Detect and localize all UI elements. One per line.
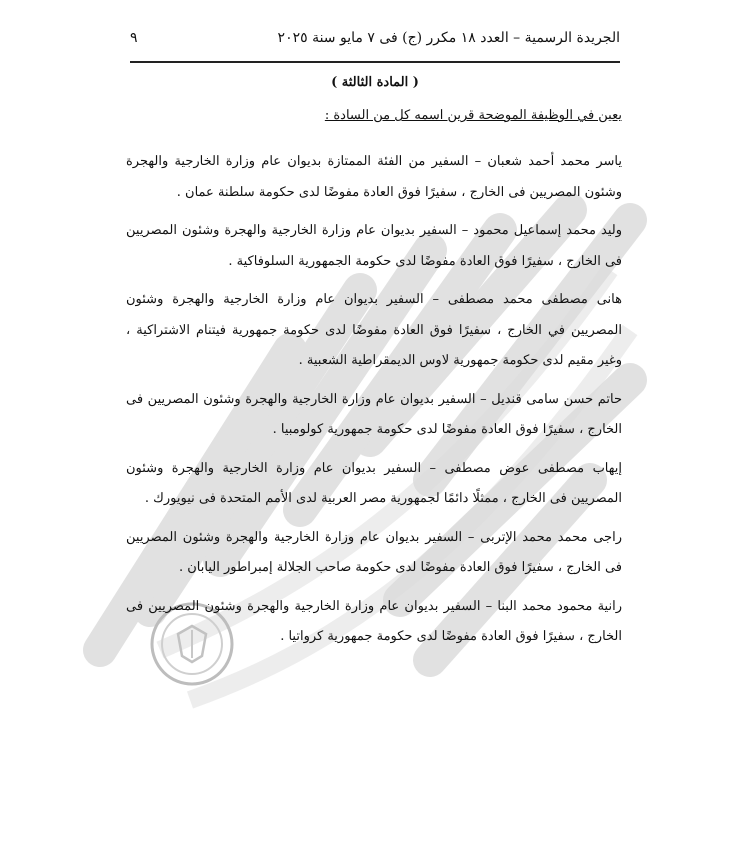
- page-header: [130, 30, 620, 54]
- appointment-entry: حاتم حسن سامى قنديل – السفير بديوان عام وزارة الخارجية والهجرة وشئون المصريين فى الخارج ، سفيرًا فوق العادة مفوضًا لدى حكومة جمهورية كولومبيا .: [126, 391, 622, 437]
- article-title: ( المادة الثالثة ): [331, 75, 419, 90]
- header-divider: [130, 61, 620, 63]
- appointments-list: [126, 147, 622, 661]
- appointment-entry: إيهاب مصطفى عوض مصطفى – السفير بديوان عام وزارة الخارجية والهجرة وشئون المصريين فى الخارج ، ممثلًا دائمًا لجمهورية مصر العربية لدى الأمم المتحدة فى نيويورك .: [126, 460, 622, 506]
- appointment-entry: ياسر محمد أحمد شعبان – السفير من الفئة الممتازة بديوان عام وزارة الخارجية والهجرة وشئون المصريين فى الخارج ، سفيرًا فوق العادة مفوضًا لدى حكومة سلطنة عمان .: [126, 154, 622, 200]
- appointment-entry: رانية محمود محمد البنا – السفير بديوان عام وزارة الخارجية والهجرة وشئون المصريين فى الخارج ، سفيرًا فوق العادة مفوضًا لدى حكومة جمهورية كرواتيا .: [126, 598, 622, 644]
- intro-text: يعين في الوظيفة الموضحة قرين اسمه كل من السادة :: [324, 108, 622, 123]
- appointment-entry: وليد محمد إسماعيل محمود – السفير بديوان عام وزارة الخارجية والهجرة وشئون المصريين فى الخارج ، سفيرًا فوق العادة مفوضًا لدى حكومة الجمهورية السلوفاكية .: [126, 223, 622, 269]
- appointment-entry: راجى محمد محمد الإتربى – السفير بديوان عام وزارة الخارجية والهجرة وشئون المصريين فى الخارج ، سفيرًا فوق العادة مفوضًا لدى حكومة صاحب الجلالة إمبراطور اليابان .: [126, 529, 622, 575]
- gazette-title: الجريدة الرسمية – العدد ١٨ مكرر (ج) فى ٧ مايو سنة ٢٠٢٥: [277, 30, 620, 46]
- appointment-entry: هانى مصطفى محمد مصطفى – السفير بديوان عام وزارة الخارجية والهجرة وشئون المصريين في الخارج ، سفيرًا فوق العادة مفوضًا لدى حكومة جمهورية فيتنام الاشتراكية ، وغير مقيم لدى حكومة جمهورية لاوس الديمقراطية الشعبية .: [126, 292, 622, 368]
- page-number: ٩: [130, 30, 138, 46]
